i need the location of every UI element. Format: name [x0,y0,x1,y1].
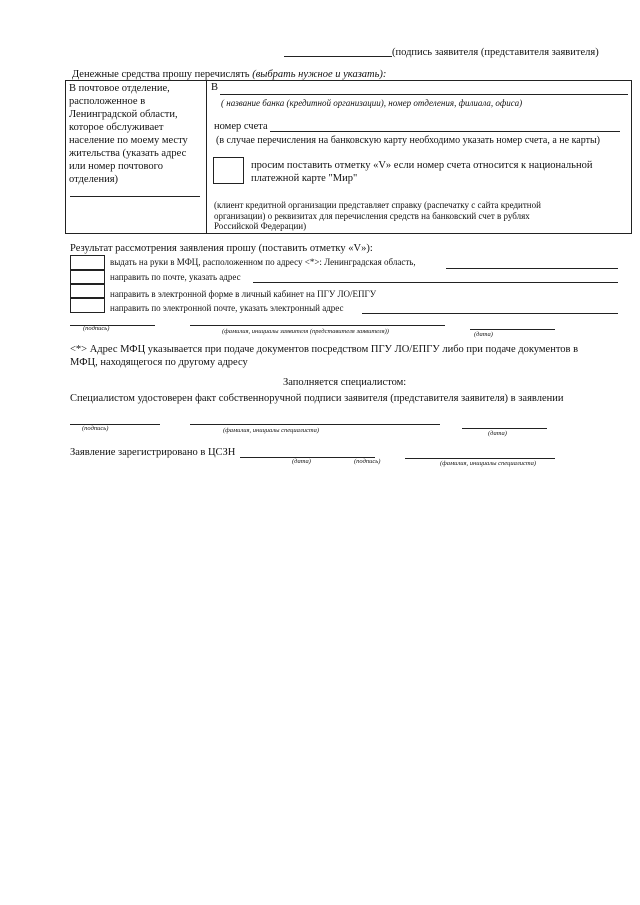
account-note: (в случае перечисления на банковскую карту необходимо указать номер счета, а не карты) [216,135,601,146]
bank-prefix: В [211,82,219,93]
post-office-line: население по моему месту [69,135,188,146]
result-name-caption: (фамилия, инициалы заявителя (представителя заявителя)) [222,328,389,335]
footnote-line: МФЦ, находящегося по другому адресу [70,357,248,368]
client-note-line: (клиент кредитной организации представляет справку (распечатку с сайта кредитной [214,200,541,210]
registered-label: Заявление зарегистрировано в ЦСЗН [70,447,236,458]
specialist-title: Заполняется специалистом: [283,377,407,388]
result-option-1: выдать на руки в МФЦ, расположенном по адресу <*>: Ленинградская область, [110,257,416,267]
account-label: номер счета [214,121,268,132]
bank-caption: ( название банка (кредитной организации), номер отделения, филиала, офиса) [221,98,523,108]
post-office-line: Ленинградской области, [69,109,178,120]
specialist-statement: Специалистом удостоверен факт собственноручной подписи заявителя (представителя заявителя) в заявлении [70,393,564,404]
funds-hint: (выбрать нужное и указать): [252,69,387,80]
registered-date-caption: (дата) [292,458,311,465]
post-office-line: или номер почтового [69,161,163,172]
specialist-name-line[interactable] [190,424,440,425]
result-option-4: направить по электронной почте, указать электронный адрес [110,303,344,313]
registered-name-caption: (фамилия, инициалы специалиста) [440,460,537,467]
post-office-option[interactable] [69,82,188,186]
mir-line-2: платежной карте "Мир" [251,173,358,184]
post-office-input-line[interactable] [70,196,200,197]
result-option-2: направить по почте, указать адрес [110,272,241,282]
registered-name-line[interactable] [405,458,555,459]
footnote-line: <*> Адрес МФЦ указывается при подаче документов посредством ПГУ ЛО/ЕПГУ либо при подаче документов в [70,344,579,355]
result-name-line[interactable] [190,325,445,326]
funds-label-text: Денежные средства прошу перечислять [72,69,250,80]
result-option-4-line[interactable] [362,313,618,314]
result-option-3: направить в электронной форме в личный кабинет на ПГУ ЛО/ЕПГУ [110,289,377,299]
post-office-line: которое обслуживает [69,122,164,133]
registered-signature-caption: (подпись) [354,458,381,465]
mir-checkbox[interactable] [213,157,244,184]
funds-label [72,69,386,80]
client-note-line: организации) о реквизитах для перечисления средств на банковский счет в рублях [214,210,530,221]
post-office-line: В почтовое отделение, [69,83,170,94]
bank-name-line[interactable] [220,94,628,95]
applicant-signature-line[interactable] [284,56,392,57]
specialist-signature-caption: (подпись) [82,425,109,432]
post-office-line: расположенное в [69,96,146,107]
client-note [214,200,541,232]
result-title: Результат рассмотрения заявления прошу (поставить отметку «V»): [70,243,373,254]
result-signature-caption: (подпись) [83,325,110,332]
account-number-line[interactable] [270,131,620,132]
client-note-line: Российской Федерации) [214,221,307,231]
applicant-signature-caption: (подпись заявителя (представителя заявителя) [392,47,599,58]
result-date-caption: (дата) [474,331,493,338]
funds-table-divider [206,80,207,233]
result-date-line[interactable] [470,329,555,330]
specialist-date-caption: (дата) [488,430,507,437]
post-office-line: отделения) [69,174,119,185]
post-office-line: жительства (указать адрес [69,148,187,159]
specialist-date-line[interactable] [462,428,547,429]
footnote [70,343,578,369]
result-option-1-line[interactable] [446,268,618,269]
specialist-name-caption: (фамилия, инициалы специалиста) [223,427,320,434]
result-option-2-line[interactable] [253,282,618,283]
mir-line-1: просим поставить отметку «V» если номер счета относится к национальной [251,160,593,171]
result-checkbox-4[interactable] [70,297,105,313]
